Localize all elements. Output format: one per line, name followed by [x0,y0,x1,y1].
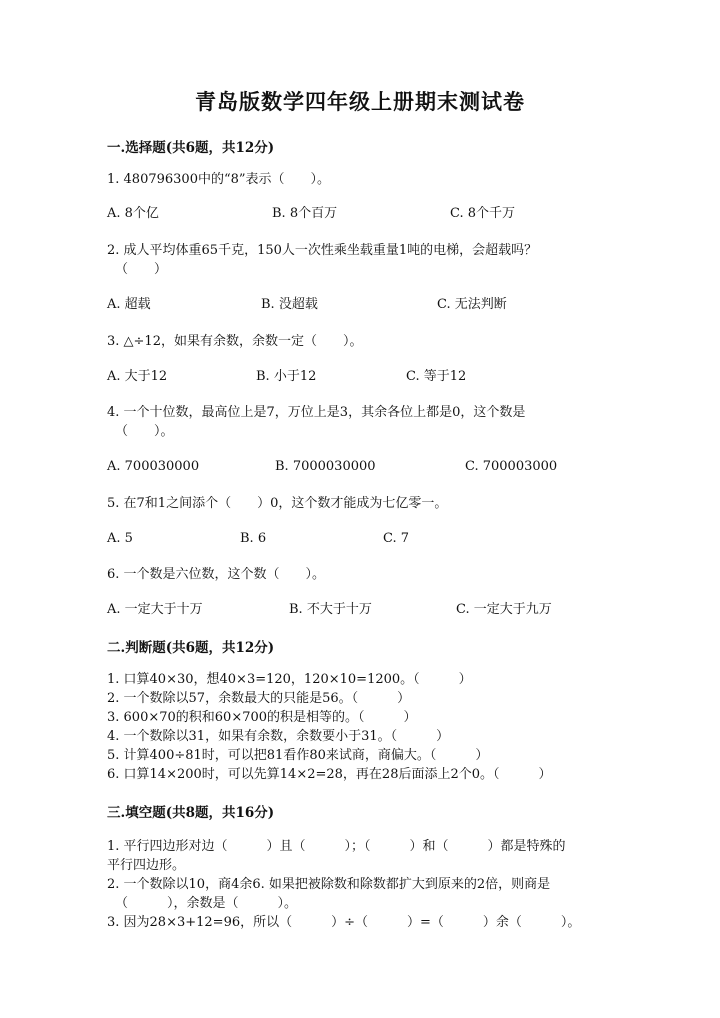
option-b: B. 小于12 [256,369,317,384]
fill-item: 1. 平行四边形对边（ ）且（ ）；（ ）和（ ）都是特殊的 [107,839,566,854]
question-text: 6. 一个数是六位数，这个数（ ）。 [107,567,326,582]
fill-item-continued: 平行四边形。 [107,858,186,873]
question-text: 4. 一个十位数，最高位上是7，万位上是3，其余各位上都是0，这个数是 [107,405,526,420]
question-text: 5. 在7和1之间添个（ ）0，这个数才能成为七亿零一。 [107,496,448,511]
option-b: B. 不大于十万 [289,602,372,617]
judge-item: 3. 600×70的积和60×700的积是相等的。（ ） [107,710,417,725]
question-text: 2. 成人平均体重65千克，150人一次性乘坐载重量1吨的电梯，会超载吗？ [107,243,538,258]
option-a: A. 大于12 [107,369,168,384]
judge-item: 1. 口算40×30，想40×3=120，120×10=1200。（ ） [107,672,472,687]
question-blank: （ ） [115,262,168,277]
option-b: B. 没超载 [261,297,318,312]
option-a: A. 5 [107,531,133,546]
option-a: A. 一定大于十万 [107,602,203,617]
option-a: A. 8个亿 [107,206,159,221]
option-b: B. 8个百万 [272,206,338,221]
section-heading-judge: 二.判断题(共6题，共12分) [107,640,275,656]
question-text: 3. △÷12，如果有余数，余数一定（ ）。 [107,334,363,349]
option-c: C. 700003000 [465,459,558,474]
fill-item: 3. 因为28×3+12=96，所以（ ）÷（ ）=（ ）余（ ）。 [107,915,581,930]
question-text: 1. 480796300中的“8”表示（ ）。 [107,172,331,187]
judge-item: 2. 一个数除以57，余数最大的只能是56。（ ） [107,691,411,706]
option-b: B. 6 [240,531,267,546]
option-c: C. 一定大于九万 [456,602,552,617]
section-heading-fill: 三.填空题(共8题，共16分) [107,805,275,821]
judge-item: 5. 计算400÷81时，可以把81看作80来试商，商偏大。（ ） [107,748,489,763]
option-a: A. 超载 [107,297,151,312]
option-c: C. 等于12 [406,369,467,384]
judge-item: 4. 一个数除以31，如果有余数，余数要小于31。（ ） [107,729,450,744]
judge-item: 6. 口算14×200时，可以先算14×2=28，再在28后面添上2个0。（ ） [107,767,552,782]
fill-item: 2. 一个数除以10，商4余6. 如果把被除数和除数都扩大到原来的2倍，则商是 [107,877,551,892]
page-title: 青岛版数学四年级上册期末测试卷 [195,89,525,114]
option-a: A. 700030000 [107,459,200,474]
option-b: B. 7000030000 [275,459,376,474]
option-c: C. 7 [383,531,410,546]
option-c: C. 无法判断 [437,297,507,312]
section-heading-choice: 一.选择题(共6题，共12分) [107,140,275,156]
option-c: C. 8个千万 [450,206,516,221]
fill-item-continued: （ ），余数是（ ）。 [115,896,298,911]
question-blank: （ ）。 [115,424,174,439]
